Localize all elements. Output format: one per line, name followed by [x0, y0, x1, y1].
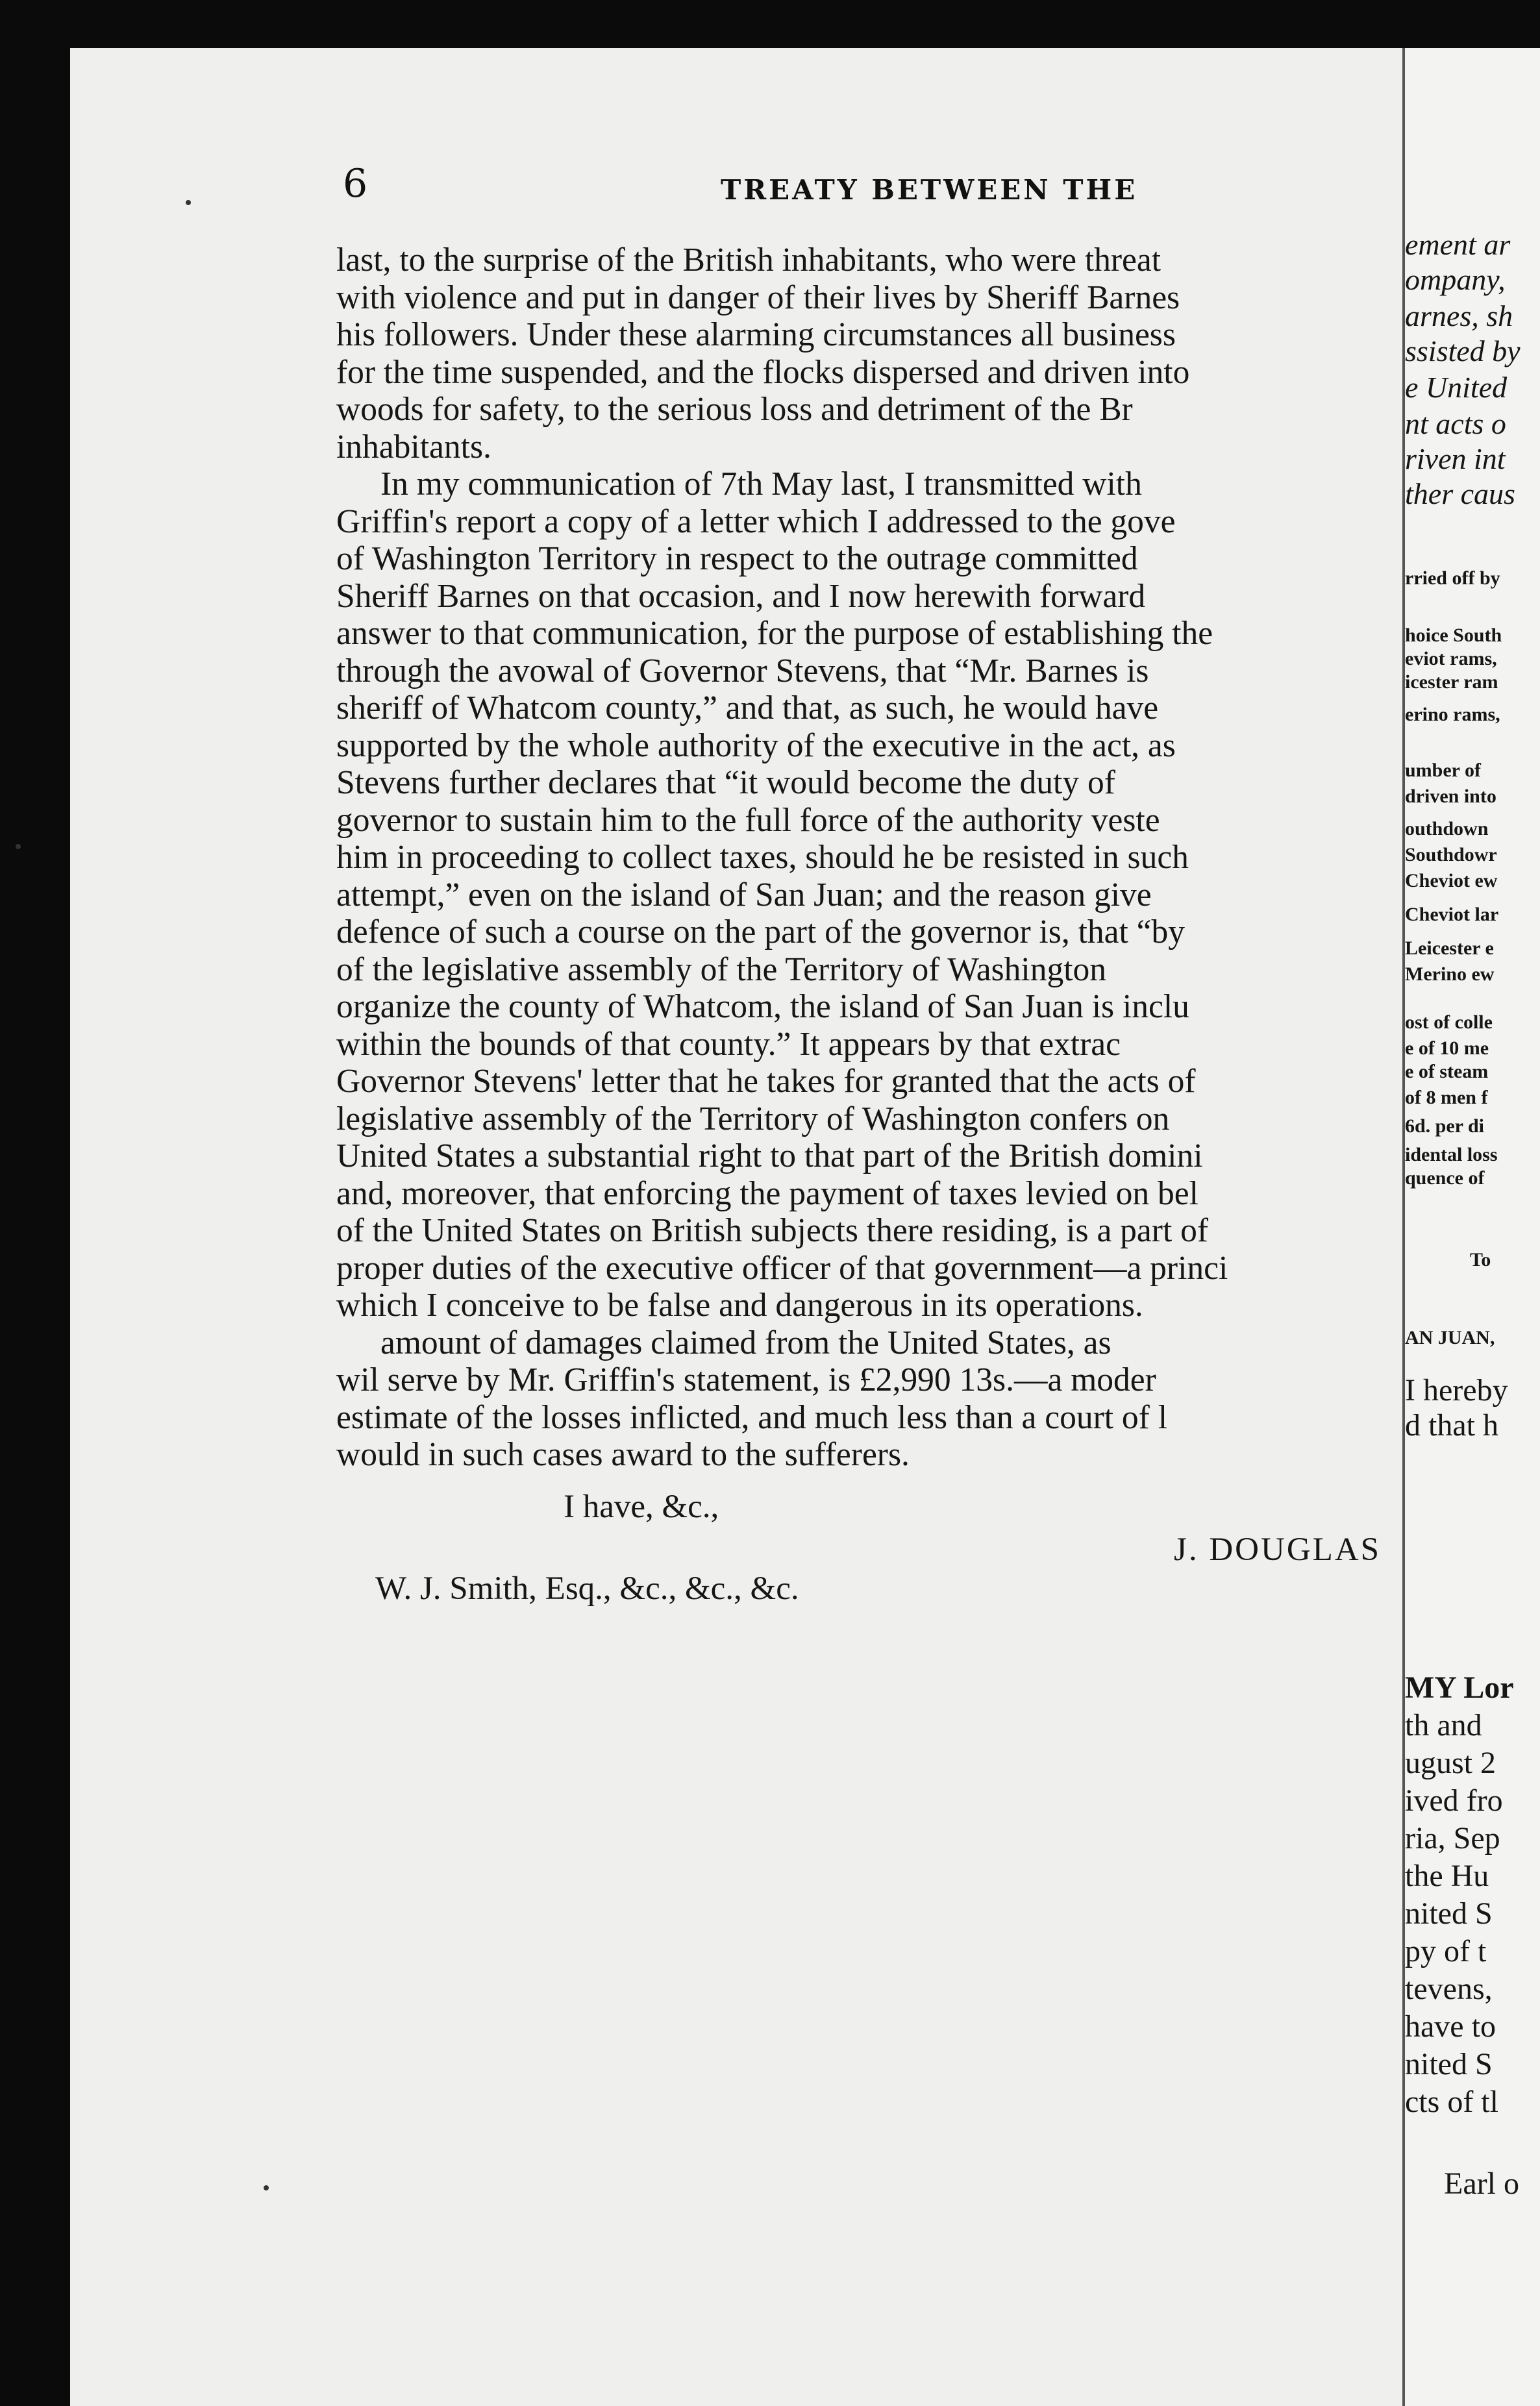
- fragment-line: ompany,: [1405, 263, 1506, 296]
- fragment-line: Southdowr: [1405, 844, 1497, 865]
- fragment-line: eviot rams,: [1405, 648, 1497, 669]
- letter-body: [336, 242, 1408, 1474]
- body-line: legislative assembly of the Territory of Washington confers on: [336, 1100, 1170, 1137]
- body-line: Stevens further declares that “it would become the duty of: [336, 764, 1115, 801]
- body-line: and, moreover, that enforcing the payment of taxes levied on bel: [336, 1174, 1198, 1212]
- body-line: sheriff of Whatcom county,” and that, as such, he would have: [336, 689, 1159, 726]
- body-line: of Washington Territory in respect to the outrage committed: [336, 540, 1138, 577]
- fragment-line: icester ram: [1405, 671, 1498, 693]
- fragment-line: rried off by: [1405, 567, 1500, 589]
- print-speck: [16, 844, 21, 849]
- fragment-line: driven into: [1405, 786, 1497, 807]
- body-line: wil serve by Mr. Griffin's statement, is £2,990 13s.—a moder: [336, 1361, 1156, 1398]
- fragment-line: th and: [1405, 1708, 1482, 1742]
- fragment-line: AN JUAN,: [1405, 1327, 1495, 1348]
- fragment-line: e of 10 me: [1405, 1037, 1489, 1059]
- fragment-line: have to: [1405, 2009, 1496, 2044]
- print-speck: [264, 2185, 269, 2190]
- body-line: last, to the surprise of the British inhabitants, who were threat: [336, 242, 1161, 279]
- fragment-line: quence of: [1405, 1167, 1485, 1189]
- fragment-line: e of steam: [1405, 1061, 1489, 1082]
- body-line: of the legislative assembly of the Territory of Washington: [336, 950, 1107, 988]
- body-line: answer to that communication, for the purpose of establishing the: [336, 615, 1213, 652]
- body-line: for the time suspended, and the flocks dispersed and driven into: [336, 353, 1190, 391]
- fragment-line: ost of colle: [1405, 1011, 1493, 1033]
- fragment-line: ived fro: [1405, 1783, 1503, 1818]
- fragment-line: outhdown: [1405, 818, 1489, 839]
- body-line: amount of damages claimed from the United States, as: [380, 1324, 1112, 1361]
- body-line: Governor Stevens' letter that he takes for granted that the acts of: [336, 1063, 1196, 1100]
- fragment-line: ement ar: [1405, 228, 1511, 261]
- fragment-line: Earl o: [1444, 2166, 1519, 2201]
- body-line: United States a substantial right to that part of the British domini: [336, 1137, 1203, 1174]
- fragment-line: ssisted by: [1405, 334, 1521, 367]
- fragment-line: d that h: [1405, 1408, 1498, 1443]
- fragment-line: the Hu: [1405, 1859, 1489, 1893]
- print-speck: [186, 200, 191, 205]
- fragment-line: Cheviot lar: [1405, 904, 1499, 925]
- fragment-line: py of t: [1405, 1934, 1487, 1968]
- body-line: defence of such a course on the part of the governor is, that “by: [336, 913, 1186, 950]
- body-line: within the bounds of that county.” It appears by that extrac: [336, 1025, 1121, 1063]
- body-line: of the United States on British subjects there residing, is a part of: [336, 1212, 1209, 1249]
- fragment-line: hoice South: [1405, 625, 1502, 646]
- page-number: 6: [343, 161, 368, 206]
- fragment-line: 6d. per di: [1405, 1115, 1484, 1137]
- body-line: In my communication of 7th May last, I transmitted with: [380, 465, 1142, 502]
- fragment-line: I hereby: [1405, 1373, 1508, 1408]
- fragment-line: arnes, sh: [1405, 299, 1513, 332]
- fragment-line: Leicester e: [1405, 937, 1494, 959]
- body-line: inhabitants.: [336, 428, 491, 465]
- fragment-line: umber of: [1405, 760, 1481, 781]
- body-line: governor to sustain him to the full force of the authority veste: [336, 801, 1160, 839]
- fragment-line: of 8 men f: [1405, 1087, 1488, 1108]
- body-line: his followers. Under these alarming circumstances all business: [336, 316, 1176, 353]
- fragment-line: To: [1470, 1249, 1491, 1271]
- body-line: attempt,” even on the island of San Juan; and the reason give: [336, 876, 1152, 913]
- fragment-line: nited S: [1405, 2047, 1493, 2081]
- body-line: supported by the whole authority of the executive in the act, as: [336, 726, 1176, 764]
- fragment-line: MY Lor: [1405, 1670, 1514, 1705]
- running-head: TREATY BETWEEN THE: [721, 174, 1138, 206]
- fragment-line: ugust 2: [1405, 1746, 1497, 1780]
- fragment-line: nited S: [1405, 1896, 1493, 1931]
- fragment-line: riven int: [1405, 442, 1506, 475]
- fragment-line: e United: [1405, 371, 1508, 404]
- fragment-line: ther caus: [1405, 477, 1515, 510]
- body-line: which I conceive to be false and dangerous in its operations.: [336, 1287, 1143, 1324]
- body-line: with violence and put in danger of their lives by Sheriff Barnes: [336, 279, 1180, 316]
- fragment-line: Merino ew: [1405, 963, 1495, 985]
- fragment-line: ria, Sep: [1405, 1821, 1500, 1855]
- signature: J. DOUGLAS: [1174, 1532, 1382, 1568]
- addressee: W. J. Smith, Esq., &c., &c., &c.: [375, 1570, 799, 1607]
- fragment-line: Cheviot ew: [1405, 870, 1498, 891]
- body-line: Griffin's report a copy of a letter which I addressed to the gove: [336, 502, 1176, 540]
- body-line: would in such cases award to the sufferers.: [336, 1436, 910, 1473]
- body-line: Sheriff Barnes on that occasion, and I now herewith forward: [336, 577, 1146, 615]
- body-line: estimate of the losses inflicted, and much less than a court of l: [336, 1398, 1168, 1436]
- body-line: him in proceeding to collect taxes, should he be resisted in such: [336, 839, 1189, 876]
- fragment-line: idental loss: [1405, 1144, 1498, 1165]
- closing-line: I have, &c.,: [564, 1489, 719, 1525]
- body-line: through the avowal of Governor Stevens, that “Mr. Barnes is: [336, 652, 1149, 689]
- fragment-line: cts of tl: [1405, 2085, 1498, 2119]
- body-line: woods for safety, to the serious loss and detriment of the Br: [336, 391, 1133, 428]
- fragment-line: erino rams,: [1405, 704, 1500, 725]
- body-line: proper duties of the executive officer of that government—a princi: [336, 1249, 1228, 1287]
- body-line: organize the county of Whatcom, the island of San Juan is inclu: [336, 988, 1189, 1025]
- fragment-line: tevens,: [1405, 1972, 1493, 2006]
- fragment-line: nt acts o: [1405, 407, 1506, 440]
- adjacent-page-fragment: [1402, 48, 1540, 2406]
